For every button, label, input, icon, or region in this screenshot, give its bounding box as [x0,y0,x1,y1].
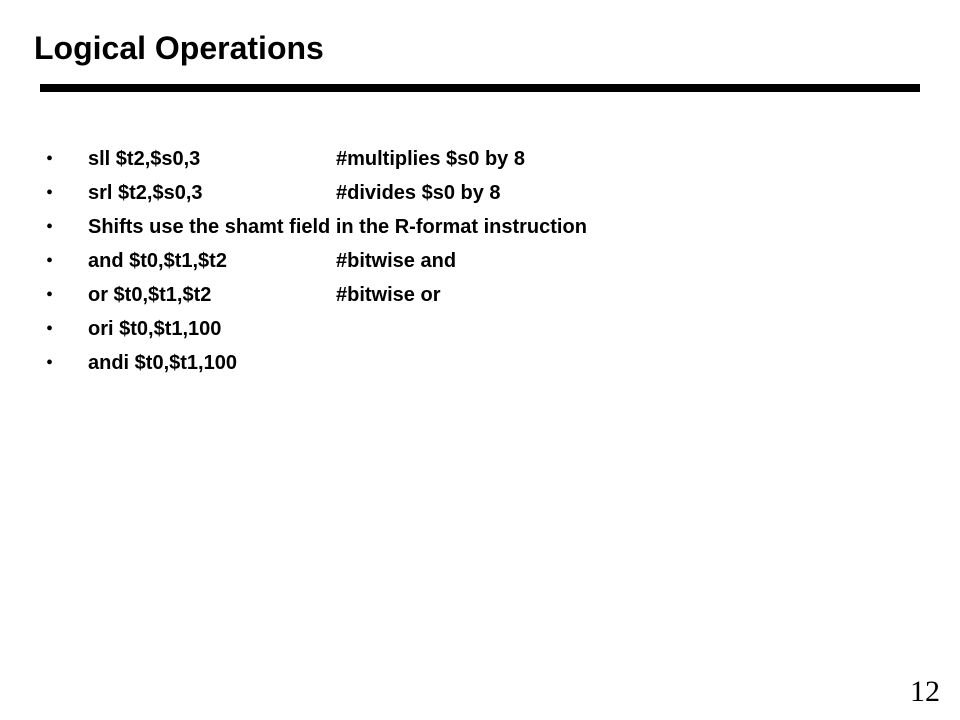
bullet-item-or [0,278,960,312]
bullet-dot-icon: • [46,250,54,272]
bullet-item-srl [0,176,960,210]
bullet-code: andi $t0,$t1,100 [88,352,237,374]
bullet-item-sll [0,142,960,176]
bullet-dot-icon: • [46,318,54,340]
bullet-code: srl $t2,$s0,3 [88,182,203,204]
bullet-code: and $t0,$t1,$t2 [88,250,227,272]
bullet-dot-icon: • [46,182,54,204]
bullet-comment: #bitwise and [336,250,457,272]
bullet-code: ori $t0,$t1,100 [88,318,222,340]
bullet-code: or $t0,$t1,$t2 [88,284,212,306]
bullet-item-ori [0,312,960,346]
bullet-dot-icon: • [46,148,54,170]
bullet-comment: #multiplies $s0 by 8 [336,148,525,170]
bullet-item-shamt-note [0,210,960,244]
title-divider [40,84,920,92]
bullet-text: Shifts use the shamt field in the R-format instruction [88,216,587,238]
bullet-item-andi [0,346,960,380]
bullet-comment: #divides $s0 by 8 [336,182,501,204]
bullet-code: sll $t2,$s0,3 [88,148,201,170]
slide-title: Logical Operations [34,30,324,66]
bullet-dot-icon: • [46,284,54,306]
bullet-dot-icon: • [46,216,54,238]
bullet-item-and [0,244,960,278]
page-number: 12 [910,675,940,708]
bullet-comment: #bitwise or [336,284,441,306]
bullet-dot-icon: • [46,352,54,374]
bullet-list [0,142,960,380]
